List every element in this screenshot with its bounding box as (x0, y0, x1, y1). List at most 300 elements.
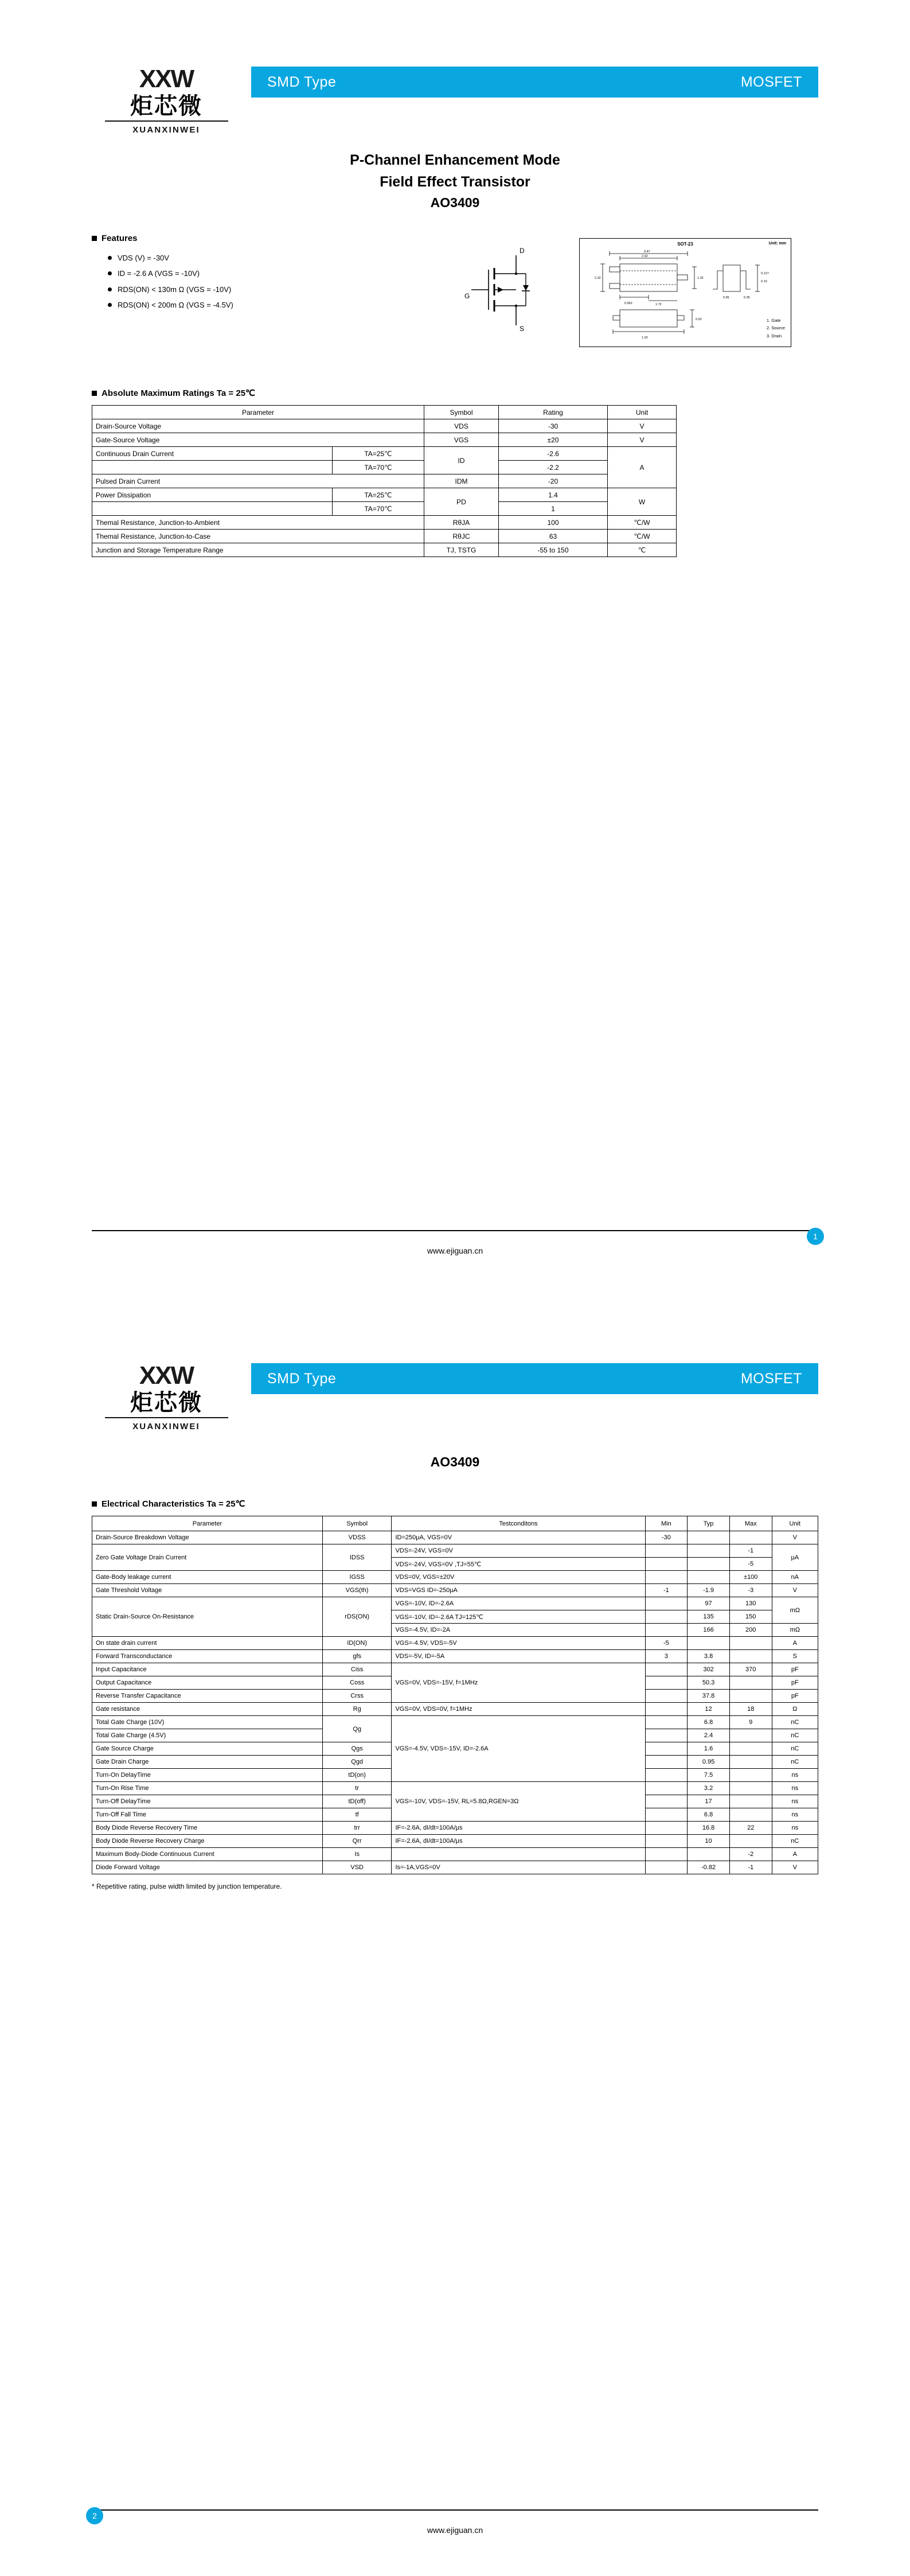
cell-symbol: TJ, TSTG (424, 543, 499, 557)
cell-symbol: ID (424, 447, 499, 474)
logo-divider (105, 120, 228, 122)
cell-testcondition: Is=-1A,VGS=0V (392, 1861, 645, 1874)
table-row (92, 488, 677, 502)
table-row (92, 1835, 818, 1848)
part-number-title: AO3409 (430, 195, 480, 210)
cell-typ: 3.8 (688, 1650, 730, 1663)
cell-max (729, 1808, 772, 1822)
mosfet-symbol-svg (459, 238, 559, 347)
svg-text:1.72: 1.72 (655, 303, 662, 307)
cell-parameter: Input Capacitance (92, 1663, 323, 1676)
cell-typ: 17 (688, 1795, 730, 1808)
col-parameter: Parameter (92, 406, 424, 419)
cell-symbol: Qgs (322, 1742, 392, 1756)
cell-min (645, 1558, 688, 1571)
table-row (92, 1597, 818, 1610)
svg-text:0.52: 0.52 (696, 318, 702, 322)
svg-text:1.02: 1.02 (642, 336, 648, 340)
header-banner (251, 1363, 818, 1394)
round-bullet-icon (108, 271, 112, 275)
cell-max (729, 1835, 772, 1848)
cell-max: 150 (729, 1610, 772, 1624)
cell-rating: 1.4 (499, 488, 608, 502)
cell-min (645, 1808, 688, 1822)
cell-max: 22 (729, 1822, 772, 1835)
logo-english-name: XUANXINWEI (132, 1422, 200, 1431)
cell-unit: S (772, 1650, 818, 1663)
cell-typ (688, 1571, 730, 1584)
svg-text:0.35: 0.35 (744, 296, 750, 300)
cell-min (645, 1676, 688, 1690)
svg-text:0.47: 0.47 (644, 250, 650, 254)
cell-testcondition: VDS=VGS ID=-250μA (392, 1584, 645, 1597)
cell-rating: 63 (499, 530, 608, 543)
cell-parameter: Gate Source Charge (92, 1742, 323, 1756)
cell-symbol: VDS (424, 419, 499, 433)
cell-max: -1 (729, 1861, 772, 1874)
logo-divider (105, 1417, 228, 1418)
cell-unit: A (608, 447, 677, 488)
cell-unit: nA (772, 1571, 818, 1584)
cell-min (645, 1795, 688, 1808)
package-title: SOT-23 (677, 242, 693, 247)
table-row (92, 1848, 818, 1861)
company-logo (92, 1360, 241, 1431)
cell-max: -3 (729, 1584, 772, 1597)
round-bullet-icon (108, 256, 112, 260)
svg-text:1.32: 1.32 (697, 277, 704, 281)
pin-label: 2. Source (766, 325, 785, 331)
cell-testcondition: VGS=-10V, VDS=-15V, RL=5.8Ω,RGEN=3Ω (392, 1782, 645, 1822)
cell-unit: Ω (772, 1703, 818, 1716)
cell-typ: -1.9 (688, 1584, 730, 1597)
cell-max: -5 (729, 1558, 772, 1571)
cell-max (729, 1690, 772, 1703)
cell-max (729, 1742, 772, 1756)
cell-testcondition: VGS=-10V, ID=-2.6A TJ=125℃ (392, 1610, 645, 1624)
cell-symbol: rDS(ON) (322, 1597, 392, 1637)
cell-typ (688, 1848, 730, 1861)
cell-typ: 50.3 (688, 1676, 730, 1690)
cell-typ: 2.4 (688, 1729, 730, 1742)
banner-type-label: SMD Type (267, 73, 337, 90)
cell-min (645, 1835, 688, 1848)
cell-testcondition: VDS=-24V, VGS=0V ,TJ=55℃ (392, 1558, 645, 1571)
cell-min: -1 (645, 1584, 688, 1597)
cell-testcondition: IF=-2.6A, dI/dt=100A/μs (392, 1822, 645, 1835)
footer-divider (92, 1230, 818, 1231)
cell-symbol: Qg (322, 1716, 392, 1742)
cell-max: 370 (729, 1663, 772, 1676)
cell-symbol: Coss (322, 1676, 392, 1690)
cell-unit: pF (772, 1676, 818, 1690)
cell-typ (688, 1558, 730, 1571)
cell-max: 200 (729, 1624, 772, 1637)
electrical-characteristics-table (92, 1516, 818, 1874)
cell-min (645, 1729, 688, 1742)
svg-text:S: S (520, 325, 525, 333)
cell-unit: W (608, 488, 677, 516)
cell-symbol: VDSS (322, 1531, 392, 1544)
title-line-2: Field Effect Transistor (380, 173, 530, 190)
table-row (92, 1531, 818, 1544)
mosfet-symbol-diagram (459, 238, 559, 350)
cell-typ: 37.8 (688, 1690, 730, 1703)
table-row (92, 1861, 818, 1874)
cell-condition: TA=25℃ (333, 488, 424, 502)
cell-parameter: Maximum Body-Diode Continuous Current (92, 1848, 323, 1861)
cell-symbol: IDM (424, 474, 499, 488)
cell-symbol: VGS (424, 433, 499, 447)
svg-text:0.95: 0.95 (723, 296, 729, 300)
cell-parameter: Turn-On DelayTime (92, 1769, 323, 1782)
cell-min (645, 1663, 688, 1676)
logo-chinese-name: 炬芯微 (130, 1390, 202, 1415)
document-title (92, 1454, 818, 1470)
cell-min (645, 1756, 688, 1769)
cell-unit: ns (772, 1808, 818, 1822)
part-number-title: AO3409 (430, 1454, 480, 1469)
cell-parameter: Zero Gate Voltage Drain Current (92, 1544, 323, 1571)
cell-parameter: Total Gate Charge (4.5V) (92, 1729, 323, 1742)
package-outline-drawing (579, 238, 791, 347)
col-unit: Unit (608, 406, 677, 419)
page-number-badge: 1 (807, 1228, 824, 1245)
table-row (92, 433, 677, 447)
cell-typ: 6.8 (688, 1716, 730, 1729)
col-unit: Unit (772, 1516, 818, 1531)
cell-parameter: Total Gate Charge (10V) (92, 1716, 323, 1729)
cell-min (645, 1742, 688, 1756)
round-bullet-icon (108, 303, 112, 307)
cell-unit: A (772, 1637, 818, 1650)
cell-symbol: VSD (322, 1861, 392, 1874)
logo-chinese-name: 炬芯微 (130, 94, 202, 119)
cell-parameter: Diode Forward Voltage (92, 1861, 323, 1874)
square-bullet-icon (92, 391, 97, 396)
cell-min: -5 (645, 1637, 688, 1650)
table-row (92, 474, 677, 488)
cell-symbol: Rg (322, 1703, 392, 1716)
cell-typ: 7.5 (688, 1769, 730, 1782)
cell-symbol: trr (322, 1822, 392, 1835)
page-header (92, 1297, 818, 1431)
cell-parameter: Gate Drain Charge (92, 1756, 323, 1769)
cell-min (645, 1782, 688, 1795)
absolute-maximum-ratings-table (92, 405, 677, 557)
table-header-row (92, 406, 677, 419)
cell-testcondition: VDS=-24V, VGS=0V (392, 1544, 645, 1558)
cell-parameter (92, 502, 333, 516)
cell-unit: ℃/W (608, 530, 677, 543)
cell-symbol: Crss (322, 1690, 392, 1703)
cell-parameter: Themal Resistance, Junction-to-Ambient (92, 516, 424, 530)
cell-rating: 100 (499, 516, 608, 530)
table-row (92, 461, 677, 474)
cell-unit: V (772, 1531, 818, 1544)
cell-rating: -30 (499, 419, 608, 433)
cell-typ: 135 (688, 1610, 730, 1624)
cell-typ: -0.82 (688, 1861, 730, 1874)
svg-text:2.92: 2.92 (642, 255, 648, 259)
cell-min (645, 1861, 688, 1874)
abs-max-heading-text: Absolute Maximum Ratings Ta = 25℃ (101, 388, 255, 399)
cell-unit: ℃/W (608, 516, 677, 530)
cell-symbol: Qgd (322, 1756, 392, 1769)
footer-url[interactable]: www.ejiguan.cn (427, 2526, 483, 2535)
cell-symbol: Is (322, 1848, 392, 1861)
cell-typ: 16.8 (688, 1822, 730, 1835)
square-bullet-icon (92, 236, 97, 241)
pin-label: 3. Drain (766, 333, 782, 338)
cell-parameter: Turn-On Rise Time (92, 1782, 323, 1795)
logo-mark: XXW (139, 1361, 194, 1390)
cell-max: -2 (729, 1848, 772, 1861)
cell-testcondition (392, 1848, 645, 1861)
cell-unit: μA (772, 1544, 818, 1571)
cell-min (645, 1610, 688, 1624)
col-min: Min (645, 1516, 688, 1531)
table-header-row (92, 1516, 818, 1531)
cell-max (729, 1795, 772, 1808)
table-footnote: * Repetitive rating, pulse width limited by junction temperature. (92, 1882, 282, 1890)
table-row (92, 530, 677, 543)
pin-label: 1. Gate (766, 317, 781, 323)
cell-max (729, 1769, 772, 1782)
cell-symbol: ID(ON) (322, 1637, 392, 1650)
cell-unit: ns (772, 1782, 818, 1795)
cell-rating: -2.2 (499, 461, 608, 474)
cell-testcondition: VDS=0V, VGS=±20V (392, 1571, 645, 1584)
cell-symbol: tr (322, 1782, 392, 1795)
col-max: Max (729, 1516, 772, 1531)
cell-max: -1 (729, 1544, 772, 1558)
cell-unit: nC (772, 1835, 818, 1848)
table-row (92, 1584, 818, 1597)
cell-parameter (92, 461, 333, 474)
cell-min (645, 1822, 688, 1835)
table-row (92, 1544, 818, 1558)
table-row (92, 1703, 818, 1716)
table-row (92, 543, 677, 557)
table-row (92, 1822, 818, 1835)
svg-text:0.127: 0.127 (761, 272, 769, 276)
cell-unit: mΩ (772, 1597, 818, 1624)
banner-type-label: SMD Type (267, 1370, 337, 1387)
cell-typ: 6.8 (688, 1808, 730, 1822)
cell-symbol: Ciss (322, 1663, 392, 1676)
cell-typ (688, 1637, 730, 1650)
document-title (92, 150, 818, 211)
cell-parameter: Drain-Source Voltage (92, 419, 424, 433)
cell-parameter: Gate Threshold Voltage (92, 1584, 323, 1597)
table-row (92, 447, 677, 461)
svg-text:2.32: 2.32 (595, 277, 601, 281)
round-bullet-icon (108, 287, 112, 291)
cell-parameter: Gate-Body leakage current (92, 1571, 323, 1584)
cell-parameter: Pulsed Drain Current (92, 474, 424, 488)
cell-symbol: RθJC (424, 530, 499, 543)
cell-max (729, 1650, 772, 1663)
cell-min: -30 (645, 1531, 688, 1544)
cell-symbol: RθJA (424, 516, 499, 530)
cell-max (729, 1531, 772, 1544)
cell-min (645, 1716, 688, 1729)
cell-testcondition: VGS=-4.5V, VDS=-5V (392, 1637, 645, 1650)
table-row (92, 419, 677, 433)
cell-unit: ns (772, 1769, 818, 1782)
cell-parameter: Turn-Off Fall Time (92, 1808, 323, 1822)
banner-category-label: MOSFET (740, 73, 802, 90)
cell-parameter: Junction and Storage Temperature Range (92, 543, 424, 557)
cell-parameter: Forward Transconductance (92, 1650, 323, 1663)
svg-text:0.10: 0.10 (761, 280, 767, 284)
cell-unit: V (608, 433, 677, 447)
cell-parameter: Static Drain-Source On-Resistance (92, 1597, 323, 1637)
svg-text:0.952: 0.952 (624, 302, 632, 306)
logo-english-name: XUANXINWEI (132, 125, 200, 135)
table-row (92, 502, 677, 516)
cell-unit: nC (772, 1716, 818, 1729)
feature-text: RDS(ON) < 130m Ω (VGS = -10V) (118, 285, 232, 294)
cell-max (729, 1637, 772, 1650)
package-pin-list (767, 317, 785, 340)
cell-testcondition: VGS=-4.5V, VDS=-15V, ID=-2.6A (392, 1716, 645, 1782)
cell-symbol: IGSS (322, 1571, 392, 1584)
cell-typ: 166 (688, 1624, 730, 1637)
cell-parameter: Reverse Transfer Capacitance (92, 1690, 323, 1703)
cell-min (645, 1571, 688, 1584)
table-row (92, 1782, 818, 1795)
cell-unit: V (772, 1861, 818, 1874)
cell-typ: 10 (688, 1835, 730, 1848)
cell-testcondition: ID=250μA, VGS=0V (392, 1531, 645, 1544)
cell-parameter: Themal Resistance, Junction-to-Case (92, 530, 424, 543)
cell-rating: ±20 (499, 433, 608, 447)
cell-symbol: tD(on) (322, 1769, 392, 1782)
cell-typ (688, 1544, 730, 1558)
cell-typ: 0.95 (688, 1756, 730, 1769)
cell-testcondition: VDS=-5V, ID=-5A (392, 1650, 645, 1663)
table-row (92, 1650, 818, 1663)
cell-parameter: Gate-Source Voltage (92, 433, 424, 447)
title-line-1: P-Channel Enhancement Mode (350, 152, 560, 168)
table-row (92, 1571, 818, 1584)
cell-condition: TA=70℃ (333, 461, 424, 474)
cell-unit: nC (772, 1756, 818, 1769)
package-unit-label: Unit: mm (768, 242, 786, 246)
table-row (92, 516, 677, 530)
cell-typ: 12 (688, 1703, 730, 1716)
cell-min (645, 1624, 688, 1637)
cell-min (645, 1703, 688, 1716)
feature-text: VDS (V) = -30V (118, 254, 169, 262)
cell-parameter: Body Diode Reverse Recovery Charge (92, 1835, 323, 1848)
square-bullet-icon (92, 1501, 97, 1507)
cell-parameter: Continuous Drain Current (92, 447, 333, 461)
cell-symbol: gfs (322, 1650, 392, 1663)
cell-unit: pF (772, 1663, 818, 1676)
cell-testcondition: VGS=0V, VDS=-15V, f=1MHz (392, 1663, 645, 1703)
cell-typ: 97 (688, 1597, 730, 1610)
cell-symbol: tf (322, 1808, 392, 1822)
svg-text:G: G (464, 292, 470, 301)
cell-parameter: Body Diode Reverse Recovery Time (92, 1822, 323, 1835)
cell-testcondition: VGS=0V, VDS=0V, f=1MHz (392, 1703, 645, 1716)
cell-min (645, 1690, 688, 1703)
cell-testcondition: VGS=-10V, ID=-2.6A (392, 1597, 645, 1610)
cell-min (645, 1597, 688, 1610)
page-footer (92, 2509, 818, 2535)
features-heading-text: Features (101, 234, 138, 243)
cell-typ (688, 1531, 730, 1544)
header-banner (251, 67, 818, 98)
col-parameter: Parameter (92, 1516, 323, 1531)
cell-condition: TA=70℃ (333, 502, 424, 516)
cell-rating: -2.6 (499, 447, 608, 461)
package-drawing-svg (580, 248, 791, 345)
cell-rating: -55 to 150 (499, 543, 608, 557)
abs-max-heading (92, 388, 818, 398)
col-symbol: Symbol (424, 406, 499, 419)
cell-max (729, 1676, 772, 1690)
cell-symbol: PD (424, 488, 499, 516)
cell-testcondition: IF=-2.6A, dI/dt=100A/μs (392, 1835, 645, 1848)
col-rating: Rating (499, 406, 608, 419)
cell-parameter: On state drain current (92, 1637, 323, 1650)
cell-parameter: Power Dissipation (92, 488, 333, 502)
page-header (92, 0, 818, 135)
page-2 (0, 1297, 910, 2576)
electrical-characteristics-heading-text: Electrical Characteristics Ta = 25℃ (101, 1499, 245, 1509)
cell-rating: 1 (499, 502, 608, 516)
feature-text: RDS(ON) < 200m Ω (VGS = -4.5V) (118, 300, 233, 309)
col-testconditions: Testconditons (392, 1516, 645, 1531)
cell-symbol: IDSS (322, 1544, 392, 1571)
table-row (92, 1637, 818, 1650)
cell-max: 9 (729, 1716, 772, 1729)
cell-parameter: Turn-Off DelayTime (92, 1795, 323, 1808)
page-number-badge: 2 (86, 2507, 103, 2524)
cell-min (645, 1769, 688, 1782)
footer-url[interactable]: www.ejiguan.cn (427, 1246, 483, 1255)
cell-parameter: Drain-Source Breakdown Voltage (92, 1531, 323, 1544)
cell-symbol: Qrr (322, 1835, 392, 1848)
cell-unit: V (772, 1584, 818, 1597)
logo-mark: XXW (139, 65, 194, 93)
cell-typ: 302 (688, 1663, 730, 1676)
table-row (92, 1663, 818, 1676)
table-row (92, 1716, 818, 1729)
cell-typ: 1.6 (688, 1742, 730, 1756)
cell-parameter: Gate resistance (92, 1703, 323, 1716)
footer-divider (92, 2509, 818, 2511)
graphics-row (459, 238, 818, 350)
cell-testcondition: VGS=-4.5V, ID=-2A (392, 1624, 645, 1637)
cell-max: ±100 (729, 1571, 772, 1584)
cell-unit: ns (772, 1822, 818, 1835)
electrical-characteristics-heading (92, 1499, 818, 1509)
cell-condition: TA=25℃ (333, 447, 424, 461)
cell-rating: -20 (499, 474, 608, 488)
cell-max: 130 (729, 1597, 772, 1610)
cell-unit: pF (772, 1690, 818, 1703)
page-footer (92, 1230, 818, 1255)
cell-typ: 3.2 (688, 1782, 730, 1795)
cell-min (645, 1848, 688, 1861)
svg-text:D: D (520, 247, 525, 255)
cell-max: 18 (729, 1703, 772, 1716)
